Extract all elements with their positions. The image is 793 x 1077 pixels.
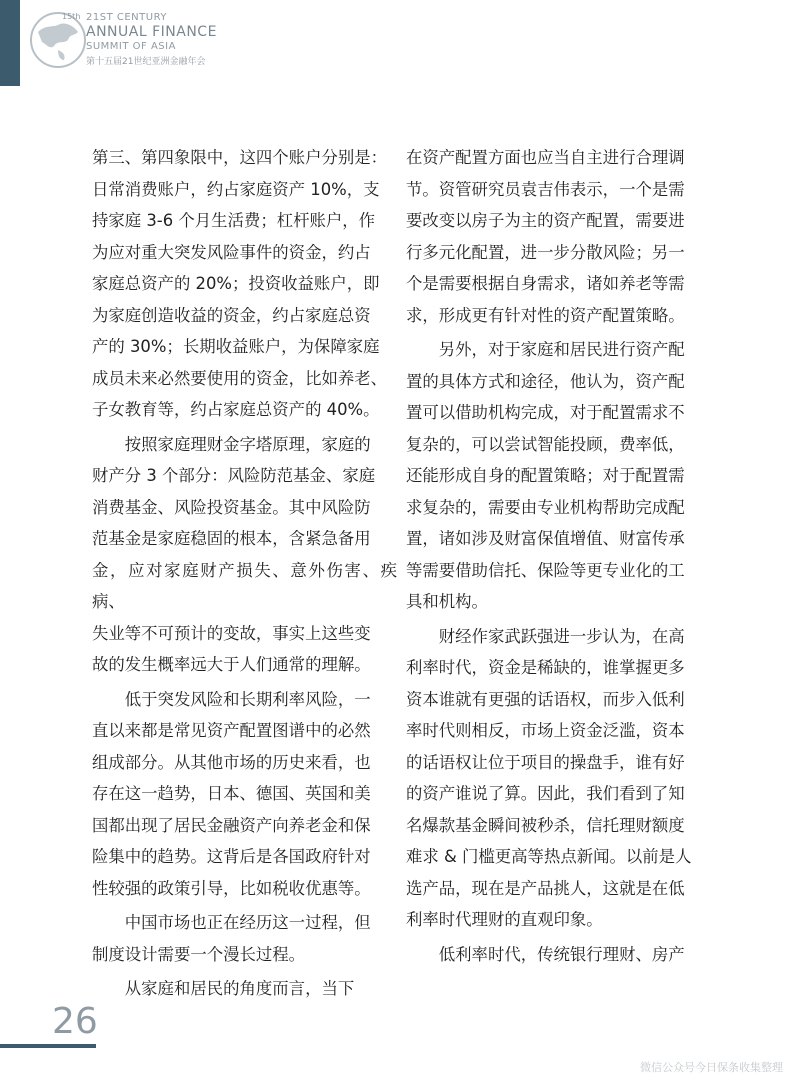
logo-line-1: 21ST CENTURY xyxy=(86,12,167,23)
left-column xyxy=(92,142,397,1005)
logo-line-3: SUMMIT OF ASIA xyxy=(86,41,176,52)
page-number-underline xyxy=(0,1044,96,1048)
watermark-text: 微信公众号今日保条收集整理 xyxy=(640,1061,783,1074)
paragraph: 按照家庭理财金字塔原理，家庭的 财产分 3 个部分：风险防范基金、家庭 消费基金、风险投资基金。其中风险防 范基金是家庭稳固的根本，含紧急备用 金，应对家庭财产损失、意外伤害、疾病、 失业等不可预计的变故，事实上这些变 故的发生概率远大于人们通常的理解。 xyxy=(92,434,397,674)
paragraph: 在资产配置方面也应当自主进行合理调 节。资管研究员袁吉伟表示，一个是需 要改变以房子为主的资产配置，需要进 行多元化配置，进一步分散风险；另一 个是需要根据自身需求，诸如养老等需 求，形成更有针对性的资产配置策略。 xyxy=(406,148,685,325)
paragraph: 中国市场也正在经历这一过程，但 制度设计需要一个漫长过程。 xyxy=(92,913,371,964)
paragraph: 另外，对于家庭和居民进行资产配 置的具体方式和途径，他认为，资产配 置可以借助机构完成，对于配置需求不 复杂的，可以尝试智能投顾，费率低， 还能形成自身的配置策略；对于配置需 求复杂的，需要由专业机构帮助完成配 置，诸如涉及财富保值增值、财富传承 等需要借助信托、保险等更专业化的工 具和机构。 xyxy=(406,340,685,611)
side-accent-bar xyxy=(0,0,20,86)
paragraph: 财经作家武跃强进一步认为，在高 利率时代，资金是稀缺的，谁掌握更多 资本谁就有更强的话语权，而步入低利 率时代则相反，市场上资金泛滥，资本 的话语权让位于项目的操盘手，谁有好 的资产谁说了算。因此，我们看到了知 名爆款基金瞬间被秒杀，信托理财额度 难求 & 门槛更高等热点新闻。以前是人 选产品，现在是产品挑人，这就是在低 利率时代理财的直观印象。 xyxy=(406,626,692,929)
page-number: 26 xyxy=(52,1001,98,1042)
paragraph: 低利率时代，传统银行理财、房产 xyxy=(406,944,685,964)
logo-number: 15th xyxy=(62,12,81,21)
right-column xyxy=(406,142,711,970)
paragraph: 从家庭和居民的角度而言，当下 xyxy=(92,979,355,998)
paragraph: 第三、第四象限中，这四个账户分别是： 日常消费账户，约占家庭资产 10%，支 持家庭 3-6 个月生活费；杠杆账户，作 为应对重大突发风险事件的资金，约占 家庭总资产的 20%；投资收益账户，即 为家庭创造收益的资金，约占家庭总资 产的 30%；长期收益账户，为保障家庭 成员未来必然要使用的资金，比如养老、 子女教育等，约占家庭总资产的 40%。 xyxy=(92,148,388,419)
summit-logo xyxy=(24,6,234,86)
paragraph: 低于突发风险和长期利率风险，一 直以来都是常见资产配置图谱中的必然 组成部分。从其他市场的历史来看，也 存在这一趋势，日本、德国、英国和美 国都出现了居民金融资产向养老金和保 险集中的趋势。这背后是各国政府针对 性较强的政策引导，比如税收优惠等。 xyxy=(92,689,371,898)
logo-line-4: 第十五届21世纪亚洲金融年会 xyxy=(86,57,206,67)
logo-line-2: ANNUAL FINANCE xyxy=(86,24,217,40)
